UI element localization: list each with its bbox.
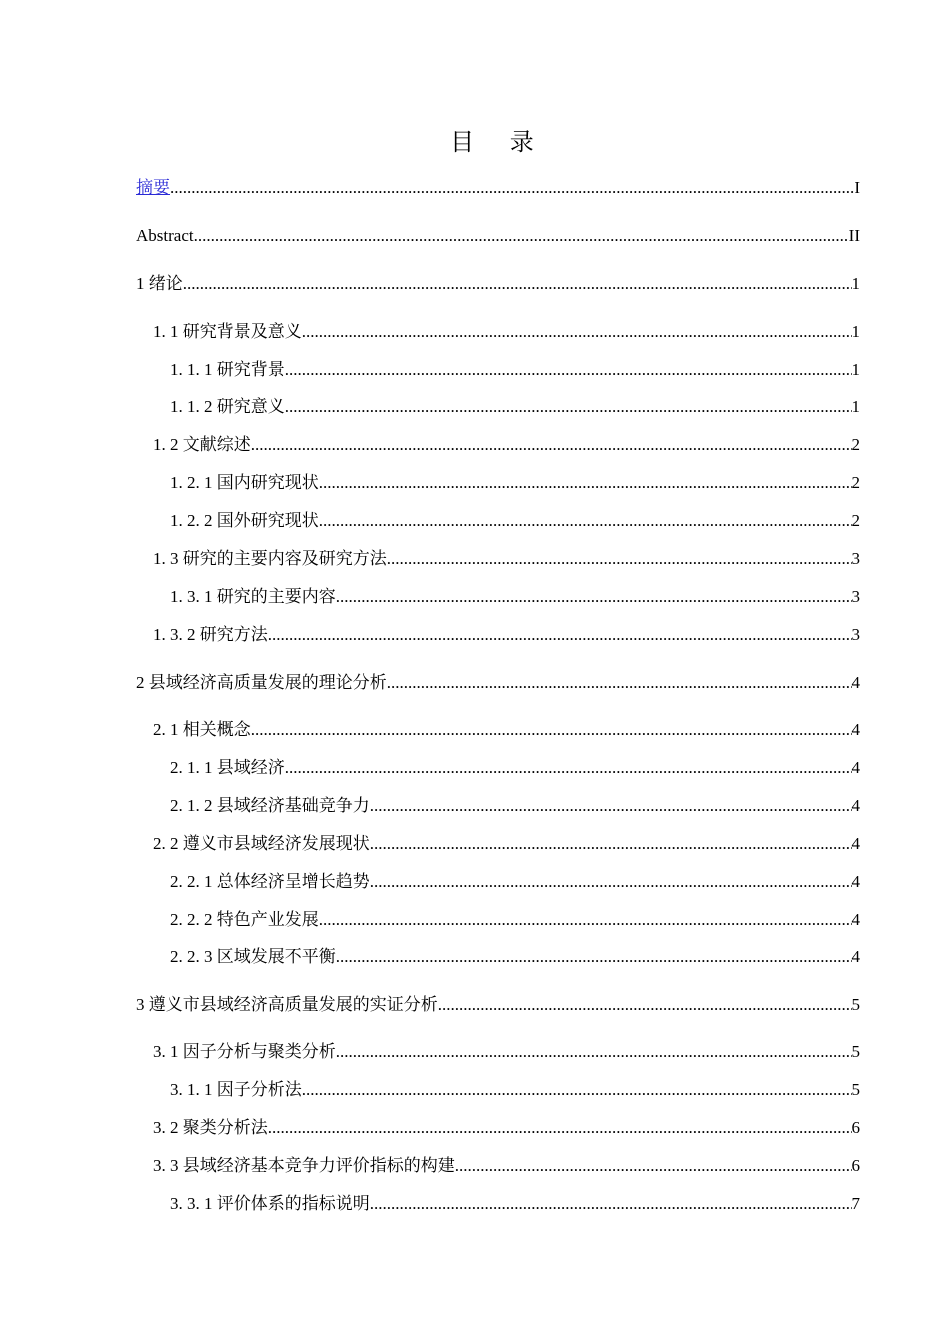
toc-entry[interactable] [153, 717, 860, 743]
toc-entry[interactable] [153, 319, 860, 345]
dot-leader [319, 508, 852, 534]
toc-entry-title: 1 绪论 [136, 274, 183, 293]
toc-entry[interactable] [153, 1153, 860, 1179]
toc-entry[interactable] [153, 622, 860, 648]
toc-entry[interactable] [153, 1115, 860, 1141]
toc-entry-title: 1. 2. 1 国内研究现状 [170, 473, 319, 492]
dot-leader [268, 622, 852, 648]
toc-page-number: II [848, 226, 860, 245]
toc-page-number: 3 [851, 587, 860, 606]
toc-entry[interactable] [136, 271, 860, 297]
toc-entry-title: 2. 1 相关概念 [153, 720, 251, 739]
toc-page-number: 2 [851, 435, 860, 454]
dot-leader [370, 1191, 852, 1217]
toc-entry-title: 1. 3 研究的主要内容及研究方法 [153, 549, 387, 568]
toc-entry[interactable] [136, 992, 860, 1018]
dot-leader [336, 1039, 852, 1065]
toc-entry[interactable] [170, 869, 860, 895]
toc-entry-title: Abstract [136, 226, 194, 245]
dot-leader [285, 394, 852, 420]
toc-page-number: 4 [851, 796, 860, 815]
toc-entry[interactable] [170, 944, 860, 970]
toc-entry-title: 2. 1. 2 县域经济基础竞争力 [170, 796, 370, 815]
toc-page-number: 4 [851, 910, 860, 929]
toc-page-number: 1 [851, 322, 860, 341]
dot-leader [438, 992, 852, 1018]
toc-page-number: 7 [851, 1194, 860, 1213]
toc-entry-title: 1. 3. 2 研究方法 [153, 625, 268, 644]
toc-entry-title: 1. 1. 2 研究意义 [170, 397, 285, 416]
toc-page-number: 1 [851, 360, 860, 379]
toc-page-number: 4 [851, 720, 860, 739]
toc-page-number: 6 [851, 1156, 860, 1175]
dot-leader [183, 271, 852, 297]
toc-entry-link[interactable]: 摘要 [136, 178, 170, 197]
toc-entry[interactable] [153, 432, 860, 458]
toc-entry[interactable] [170, 1077, 860, 1103]
toc-page-number: 1 [851, 274, 860, 293]
dot-leader [370, 869, 852, 895]
toc-entry[interactable] [153, 546, 860, 572]
dot-leader [319, 470, 852, 496]
toc-entry[interactable] [136, 175, 860, 201]
toc-entry[interactable] [170, 394, 860, 420]
dot-leader [194, 223, 849, 249]
toc-entry-title: 1. 1. 1 研究背景 [170, 360, 285, 379]
dot-leader [251, 432, 852, 458]
dot-leader [387, 546, 852, 572]
toc-entry[interactable] [153, 831, 860, 857]
toc-entry-title: 3. 3 县域经济基本竞争力评价指标的构建 [153, 1156, 455, 1175]
toc-entry-title: 1. 2. 2 国外研究现状 [170, 511, 319, 530]
toc-title: 目 录 [450, 128, 548, 156]
toc-page-number: 5 [851, 1042, 860, 1061]
dot-leader [455, 1153, 852, 1179]
toc-entry-title: 3 遵义市县域经济高质量发展的实证分析 [136, 995, 438, 1014]
toc-page-number: 4 [851, 872, 860, 891]
toc-entry-title: 1. 1 研究背景及意义 [153, 322, 302, 341]
toc-entry-title: 2. 1. 1 县域经济 [170, 758, 285, 777]
toc-entry-title: 2. 2. 1 总体经济呈增长趋势 [170, 872, 370, 891]
toc-page-number: 4 [851, 947, 860, 966]
dot-leader [370, 831, 852, 857]
toc-entry-title: 2. 2. 2 特色产业发展 [170, 910, 319, 929]
toc-entry-title: 1. 2 文献综述 [153, 435, 251, 454]
toc-entry[interactable] [170, 470, 860, 496]
toc-entry-title: 3. 2 聚类分析法 [153, 1118, 268, 1137]
toc-entry-title: 2. 2. 3 区域发展不平衡 [170, 947, 336, 966]
toc-page-number: 4 [851, 758, 860, 777]
toc-entry-title: 1. 3. 1 研究的主要内容 [170, 587, 336, 606]
toc-entry[interactable] [136, 223, 860, 249]
toc-entry[interactable] [136, 670, 860, 696]
toc-page-number: 3 [851, 625, 860, 644]
toc-entry-title: 2. 2 遵义市县域经济发展现状 [153, 834, 370, 853]
toc-page-number: I [854, 178, 860, 197]
toc-entry[interactable] [170, 357, 860, 383]
toc-page-number: 5 [851, 1080, 860, 1099]
dot-leader [302, 1077, 852, 1103]
toc-page-number: 3 [851, 549, 860, 568]
dot-leader [170, 175, 854, 201]
toc-entry-title: 3. 1. 1 因子分析法 [170, 1080, 302, 1099]
toc-entry-title: 3. 3. 1 评价体系的指标说明 [170, 1194, 370, 1213]
dot-leader [319, 907, 852, 933]
toc-page-number: 4 [851, 834, 860, 853]
dot-leader [302, 319, 852, 345]
dot-leader [387, 670, 852, 696]
dot-leader [285, 357, 852, 383]
dot-leader [336, 584, 852, 610]
toc-page-number: 4 [851, 673, 860, 692]
dot-leader [285, 755, 852, 781]
toc-entry[interactable] [170, 907, 860, 933]
toc-entry-title: 3. 1 因子分析与聚类分析 [153, 1042, 336, 1061]
toc-page-number: 2 [851, 473, 860, 492]
toc-page-number: 2 [851, 511, 860, 530]
toc-entry[interactable] [170, 584, 860, 610]
toc-page-number: 6 [851, 1118, 860, 1137]
dot-leader [251, 717, 852, 743]
toc-entry[interactable] [170, 1191, 860, 1217]
dot-leader [336, 944, 852, 970]
toc-page-number: 5 [851, 995, 860, 1014]
toc-entry[interactable] [153, 1039, 860, 1065]
toc-entry[interactable] [170, 755, 860, 781]
dot-leader [370, 793, 852, 819]
toc-entry-title: 2 县域经济高质量发展的理论分析 [136, 673, 387, 692]
toc-entry[interactable] [170, 793, 860, 819]
dot-leader [268, 1115, 852, 1141]
toc-entry[interactable] [170, 508, 860, 534]
toc-page-number: 1 [851, 397, 860, 416]
